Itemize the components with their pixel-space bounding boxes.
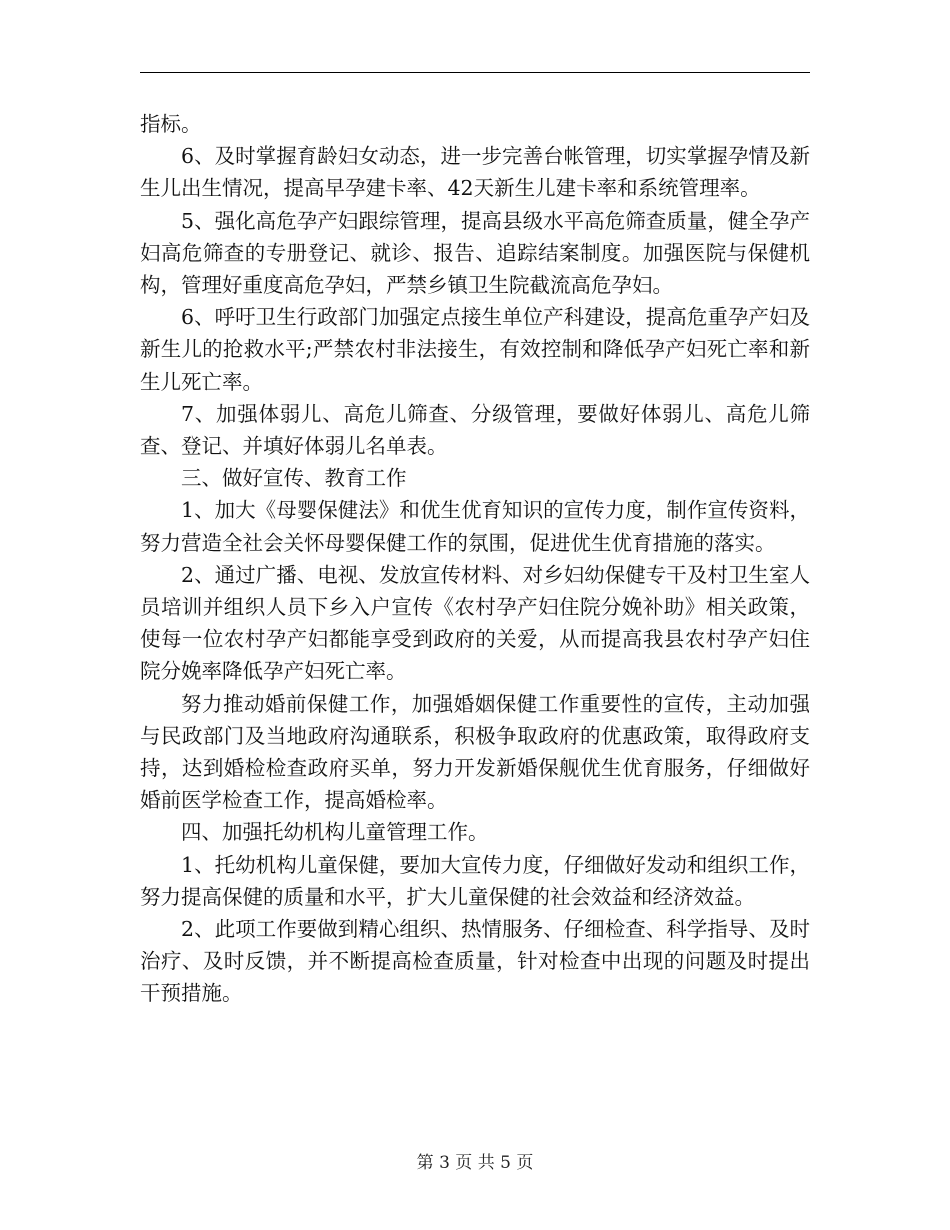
header-rule [140,72,810,73]
paragraph: 1、加大《母婴保健法》和优生优育知识的宣传力度，制作宣传资料，努力营造全社会关怀母婴保健工作的氛围，促进优生优育措施的落实。 [140,498,810,555]
paragraph: 2、此项工作要做到精心组织、热情服务、仔细检查、科学指导、及时治疗、及时反馈，并不断提高检查质量，针对检查中出现的问题及时提出干预措施。 [140,917,810,1006]
paragraph: 7、加强体弱儿、高危儿筛查、分级管理，要做好体弱儿、高危儿筛查、登记、并填好体弱儿名单表。 [140,401,810,459]
paragraph: 1、托幼机构儿童保健，要加大宣传力度，仔细做好发动和组织工作，努力提高保健的质量和水平，扩大儿童保健的社会效益和经济效益。 [140,852,810,909]
page-footer: 第 3 页 共 5 页 [416,1153,534,1173]
body-text [140,108,810,1010]
paragraph: 指标。 [140,112,202,136]
paragraph: 四、加强托幼机构儿童管理工作。 [181,820,489,845]
paragraph: 努力推动婚前保健工作，加强婚姻保健工作重要性的宣传，主动加强与民政部门及当地政府沟通联系，积极争取政府的优惠政策，取得政府支持，达到婚检检查政府买单，努力开发新婚保舰优生优育服务，仔细做好婚前医学检查工作，提高婚检率。 [140,691,810,813]
paragraph: 2、通过广播、电视、发放宣传材料、对乡妇幼保健专干及村卫生室人员培训并组织人员下乡入户宣传《农村孕产妇住院分娩补助》相关政策，使每一位农村孕产妇都能享受到政府的关爱，从而提高我县农村孕产妇住院分娩率降低孕产妇死亡率。 [140,562,810,684]
paragraph: 5、强化高危孕产妇跟综管理，提高县级水平高危筛查质量，健全孕产妇高危筛查的专册登记、就诊、报告、追踪结案制度。加强医院与保健机构，管理好重度高危孕妇，严禁乡镇卫生院截流高危孕妇。 [140,208,810,298]
paragraph: 6、呼吁卫生行政部门加强定点接生单位产科建设，提高危重孕产妇及新生儿的抢救水平;严禁农村非法接生，有效控制和降低孕产妇死亡率和新生儿死亡率。 [140,305,810,394]
paragraph: 三、做好宣传、教育工作 [181,466,407,491]
paragraph: 6、及时掌握育龄妇女动态，进一步完善台帐管理，切实掌握孕情及新生儿出生情况，提高早孕建卡率、42天新生儿建卡率和系统管理率。 [140,144,810,201]
